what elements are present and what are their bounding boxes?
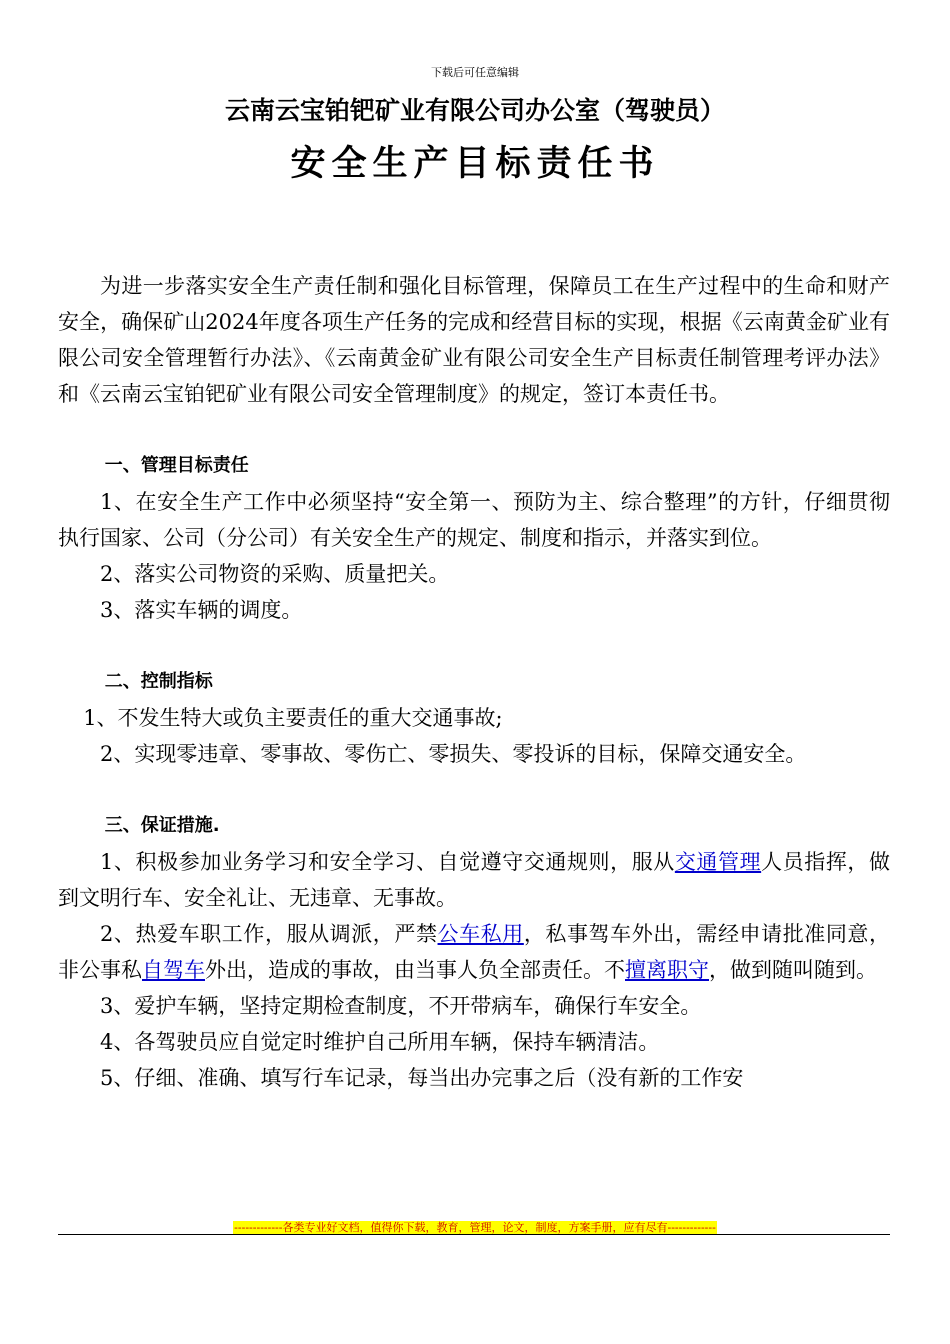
section-heading-control: 二、控制指标 — [104, 671, 213, 692]
text-segment: 外出，造成的事故，由当事人负全部责任。不 — [205, 958, 625, 982]
text-segment: ，做到随叫随到。 — [709, 958, 877, 982]
list-item — [58, 844, 890, 916]
link-traffic-management[interactable]: 交通管理 — [674, 850, 762, 874]
footer-divider — [58, 1234, 890, 1235]
link-self-drive[interactable]: 自驾车 — [142, 958, 205, 982]
page-header-note: 下载后可任意编辑 — [431, 66, 519, 79]
text-segment: 1、积极参加业务学习和安全学习、自觉遵守交通规则，服从 — [100, 850, 675, 874]
list-item: 2、落实公司物资的采购、质量把关。 — [100, 562, 450, 586]
list-item: 3、落实车辆的调度。 — [100, 598, 303, 622]
link-leave-post[interactable]: 擅离职守 — [625, 958, 709, 982]
list-item: 3、爱护车辆，坚持定期检查制度，不开带病车，确保行车安全。 — [100, 994, 702, 1018]
document-body — [58, 268, 890, 1096]
footer-banner — [0, 1216, 950, 1235]
intro-paragraph: 为进一步落实安全生产责任制和强化目标管理，保障员工在生产过程中的生命和财产安全，确保矿山2024年度各项生产任务的完成和经营目标的实现，根据《云南黄金矿业有限公司安全管理暂行办法》、《云南黄金矿业有限公司安全生产目标责任制管理考评办法》和《云南云宝铂钯矿业有限公司安全管理制度》的规定，签订本责任书。 — [58, 274, 890, 406]
section-heading-measures: 三、保证措施. — [104, 815, 220, 836]
document-title-main: 安全生产目标责任书 — [290, 144, 660, 184]
link-public-car-private-use[interactable]: 公车私用 — [437, 922, 524, 946]
list-item: 5、仔细、准确、填写行车记录，每当出办完事之后（没有新的工作安 — [100, 1066, 744, 1090]
footer-banner-text: -------------各类专业好文档，值得你下载，教育，管理，论文，制度，方案手册，应有尽有------------- — [234, 1221, 716, 1234]
list-item: 2、实现零违章、零事故、零伤亡、零损失、零投诉的目标，保障交通安全。 — [100, 742, 807, 766]
list-item: 1、在安全生产工作中必须坚持“安全第一、预防为主、综合整理”的方针，仔细贯彻执行国家、公司（分公司）有关安全生产的规定、制度和指示，并落实到位。 — [58, 490, 890, 550]
text-segment: 2、热爱车职工作，服从调派，严禁 — [100, 922, 438, 946]
text-segment: ，私事驾车外出，需经申请批准同意，非公事私 — [58, 922, 890, 982]
text-segment: 人员指挥，做到文明行车、安全礼让、无违章、无事故。 — [58, 850, 891, 910]
list-item: 4、各驾驶员应自觉定时维护自己所用车辆，保持车辆清洁。 — [100, 1030, 660, 1054]
list-item: 1、不发生特大或负主要责任的重大交通事故; — [83, 706, 503, 730]
document-title-org: 云南云宝铂钯矿业有限公司办公室（驾驶员） — [224, 96, 725, 125]
section-heading-management: 一、管理目标责任 — [104, 455, 249, 476]
list-item — [58, 916, 890, 988]
